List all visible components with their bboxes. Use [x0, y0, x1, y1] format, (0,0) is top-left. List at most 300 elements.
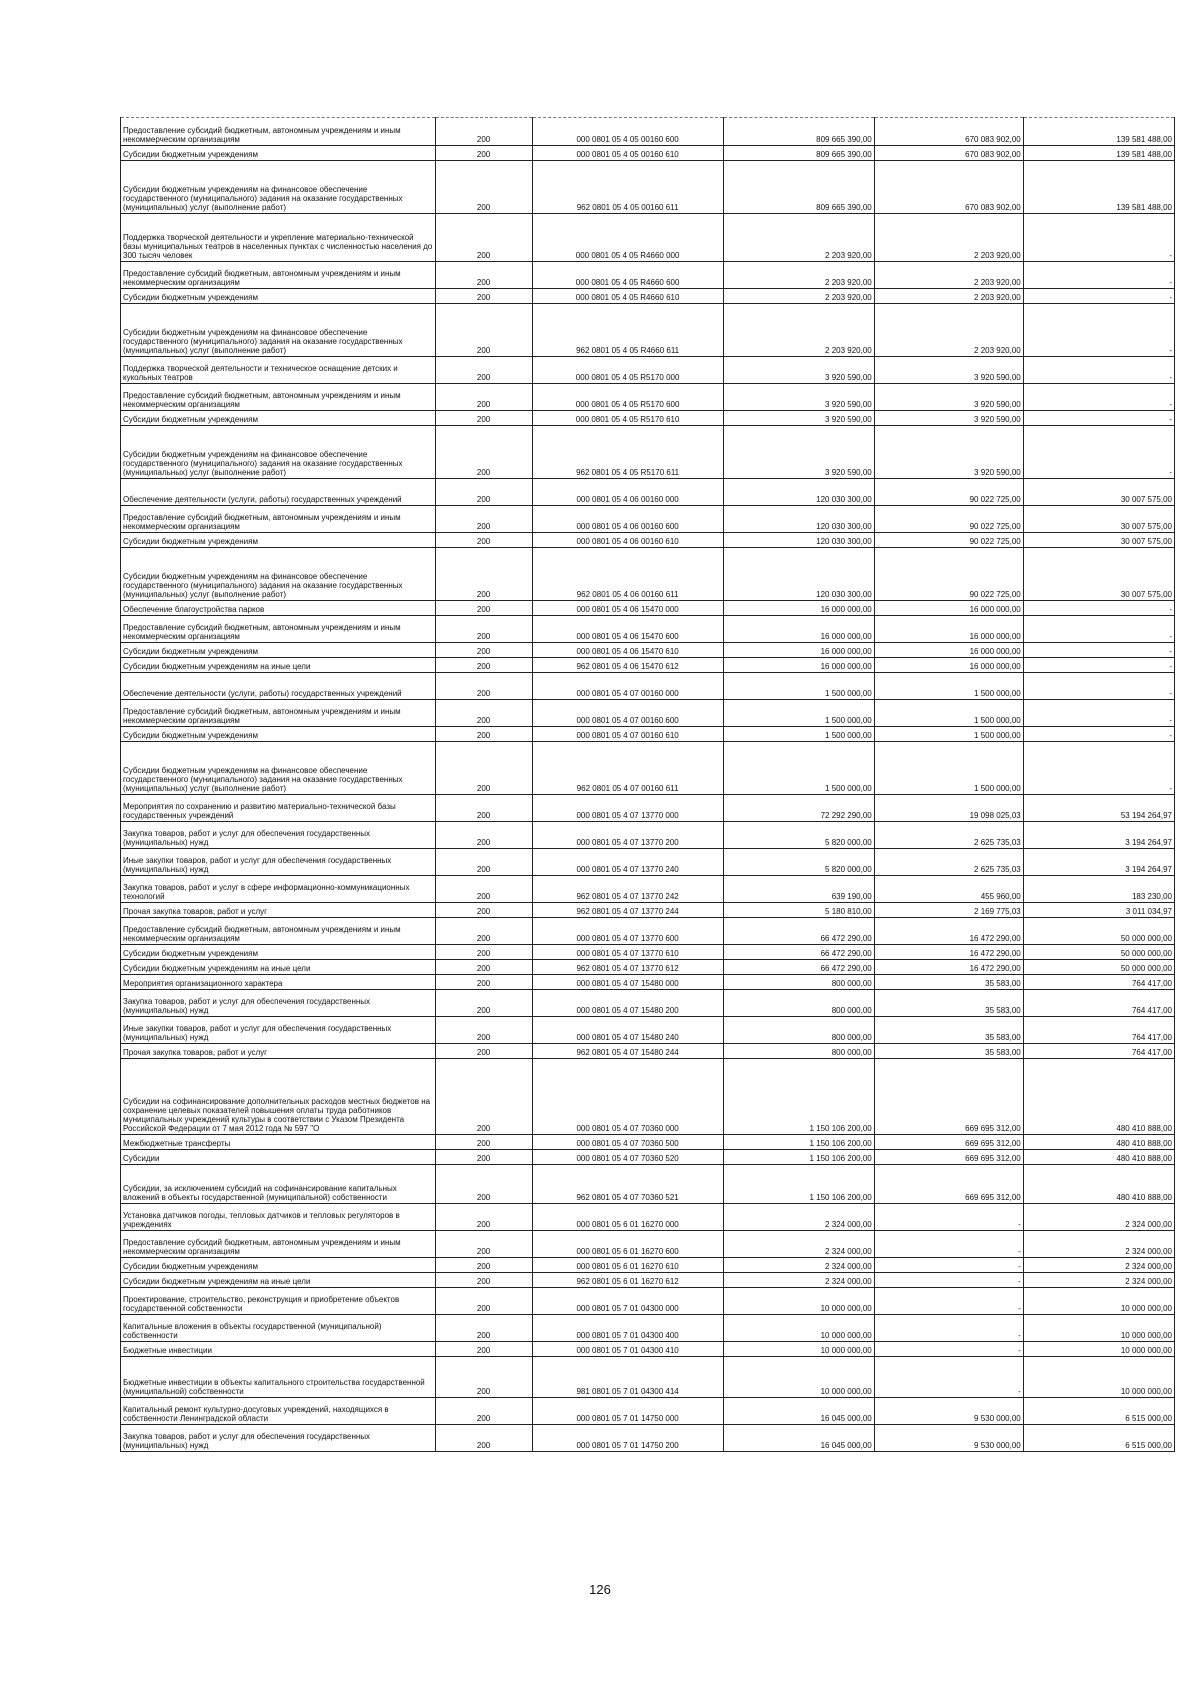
- row-name-cell: Предоставление субсидий бюджетным, автономным учреждениям и иным некоммерческим организациям: [121, 616, 436, 643]
- row-executed-cell: 9 530 000,00: [874, 1398, 1023, 1425]
- table-row: [121, 506, 1175, 533]
- table-row: [121, 1135, 1175, 1150]
- row-name-cell: Субсидии бюджетным учреждениям на финансовое обеспечение государственного (муниципального) задания на оказание государственных (муниципальных) услуг (выполнение работ): [121, 161, 436, 214]
- table-row: [121, 822, 1175, 849]
- table-row: [121, 161, 1175, 214]
- row-approved-cell: 16 000 000,00: [723, 616, 874, 643]
- row-approved-cell: 16 000 000,00: [723, 658, 874, 673]
- row-unexecuted-cell: 30 007 575,00: [1023, 506, 1174, 533]
- row-executed-cell: 16 472 290,00: [874, 918, 1023, 945]
- row-approved-cell: 120 030 300,00: [723, 506, 874, 533]
- row-unexecuted-cell: -: [1023, 262, 1174, 289]
- table-row: [121, 262, 1175, 289]
- row-unexecuted-cell: 2 324 000,00: [1023, 1258, 1174, 1273]
- row-code-cell: 200: [435, 411, 532, 426]
- row-code-cell: 200: [435, 1204, 532, 1231]
- table-row: [121, 1398, 1175, 1425]
- table-row: [121, 548, 1175, 601]
- row-kbk-code-cell: 962 0801 05 4 05 R4660 611: [532, 304, 723, 357]
- row-executed-cell: -: [874, 1315, 1023, 1342]
- table-row: [121, 727, 1175, 742]
- row-unexecuted-cell: -: [1023, 616, 1174, 643]
- row-code-cell: 200: [435, 960, 532, 975]
- row-kbk-code-cell: 000 0801 05 4 07 70360 500: [532, 1135, 723, 1150]
- table-row: [121, 975, 1175, 990]
- row-executed-cell: 1 500 000,00: [874, 673, 1023, 700]
- row-unexecuted-cell: -: [1023, 658, 1174, 673]
- row-approved-cell: 16 000 000,00: [723, 601, 874, 616]
- row-name-cell: Мероприятия организационного характера: [121, 975, 436, 990]
- row-code-cell: 200: [435, 118, 532, 146]
- row-approved-cell: 3 920 590,00: [723, 426, 874, 479]
- row-approved-cell: 66 472 290,00: [723, 918, 874, 945]
- row-unexecuted-cell: 10 000 000,00: [1023, 1342, 1174, 1357]
- row-kbk-code-cell: 962 0801 05 4 05 00160 611: [532, 161, 723, 214]
- row-kbk-code-cell: 000 0801 05 7 01 14750 000: [532, 1398, 723, 1425]
- row-approved-cell: 2 324 000,00: [723, 1258, 874, 1273]
- row-code-cell: 200: [435, 1135, 532, 1150]
- row-name-cell: Закупка товаров, работ и услуг для обеспечения государственных (муниципальных) нужд: [121, 990, 436, 1017]
- row-executed-cell: 16 000 000,00: [874, 616, 1023, 643]
- row-code-cell: 200: [435, 945, 532, 960]
- row-approved-cell: 800 000,00: [723, 990, 874, 1017]
- row-name-cell: Субсидии бюджетным учреждениям на финансовое обеспечение государственного (муниципального) задания на оказание государственных (муниципальных) услуг (выполнение работ): [121, 304, 436, 357]
- row-executed-cell: 3 920 590,00: [874, 411, 1023, 426]
- table-row: [121, 945, 1175, 960]
- row-executed-cell: 2 203 920,00: [874, 289, 1023, 304]
- row-approved-cell: 2 324 000,00: [723, 1231, 874, 1258]
- row-code-cell: 200: [435, 1273, 532, 1288]
- row-executed-cell: 669 695 312,00: [874, 1165, 1023, 1204]
- table-row: [121, 616, 1175, 643]
- row-code-cell: 200: [435, 304, 532, 357]
- row-name-cell: Закупка товаров, работ и услуг для обеспечения государственных (муниципальных) нужд: [121, 822, 436, 849]
- row-approved-cell: 3 920 590,00: [723, 411, 874, 426]
- table-row: [121, 1231, 1175, 1258]
- row-name-cell: Обеспечение деятельности (услуги, работы) государственных учреждений: [121, 479, 436, 506]
- row-name-cell: Субсидии бюджетным учреждениям на финансовое обеспечение государственного (муниципального) задания на оказание государственных (муниципальных) услуг (выполнение работ): [121, 426, 436, 479]
- row-code-cell: 200: [435, 1342, 532, 1357]
- row-kbk-code-cell: 000 0801 05 4 06 00160 600: [532, 506, 723, 533]
- table-row: [121, 1165, 1175, 1204]
- row-kbk-code-cell: 962 0801 05 4 07 00160 611: [532, 742, 723, 795]
- row-executed-cell: 16 000 000,00: [874, 601, 1023, 616]
- row-executed-cell: 16 000 000,00: [874, 643, 1023, 658]
- row-executed-cell: -: [874, 1357, 1023, 1398]
- row-executed-cell: -: [874, 1204, 1023, 1231]
- row-kbk-code-cell: 962 0801 05 4 07 13770 242: [532, 876, 723, 903]
- table-row: [121, 479, 1175, 506]
- row-unexecuted-cell: 30 007 575,00: [1023, 479, 1174, 506]
- row-code-cell: 200: [435, 1425, 532, 1452]
- row-code-cell: 200: [435, 262, 532, 289]
- row-executed-cell: 455 960,00: [874, 876, 1023, 903]
- row-unexecuted-cell: 480 410 888,00: [1023, 1059, 1174, 1135]
- row-approved-cell: 5 820 000,00: [723, 822, 874, 849]
- row-name-cell: Капитальный ремонт культурно-досуговых учреждений, находящихся в собственности Ленинградской области: [121, 1398, 436, 1425]
- row-kbk-code-cell: 962 0801 05 6 01 16270 612: [532, 1273, 723, 1288]
- row-unexecuted-cell: 480 410 888,00: [1023, 1135, 1174, 1150]
- row-code-cell: 200: [435, 975, 532, 990]
- row-kbk-code-cell: 000 0801 05 4 05 R4660 600: [532, 262, 723, 289]
- row-code-cell: 200: [435, 1315, 532, 1342]
- row-kbk-code-cell: 000 0801 05 4 06 00160 000: [532, 479, 723, 506]
- row-name-cell: Субсидии бюджетным учреждениям на иные цели: [121, 1273, 436, 1288]
- row-approved-cell: 1 150 106 200,00: [723, 1165, 874, 1204]
- table-row: [121, 795, 1175, 822]
- row-name-cell: Субсидии, за исключением субсидий на софинансирование капитальных вложений в объекты государственной (муниципальной) собственности: [121, 1165, 436, 1204]
- table-row: [121, 533, 1175, 548]
- row-unexecuted-cell: -: [1023, 742, 1174, 795]
- row-code-cell: 200: [435, 1288, 532, 1315]
- table-row: [121, 1017, 1175, 1044]
- row-name-cell: Субсидии: [121, 1150, 436, 1165]
- row-unexecuted-cell: 764 417,00: [1023, 1017, 1174, 1044]
- row-executed-cell: 9 530 000,00: [874, 1425, 1023, 1452]
- row-code-cell: 200: [435, 1165, 532, 1204]
- row-approved-cell: 639 190,00: [723, 876, 874, 903]
- row-unexecuted-cell: -: [1023, 384, 1174, 411]
- table-row: [121, 1342, 1175, 1357]
- row-executed-cell: 16 472 290,00: [874, 960, 1023, 975]
- row-code-cell: 200: [435, 876, 532, 903]
- row-code-cell: 200: [435, 1044, 532, 1059]
- row-executed-cell: 16 000 000,00: [874, 658, 1023, 673]
- table-row: [121, 700, 1175, 727]
- row-name-cell: Поддержка творческой деятельности и техническое оснащение детских и кукольных театров: [121, 357, 436, 384]
- row-executed-cell: 670 083 902,00: [874, 146, 1023, 161]
- row-name-cell: Субсидии бюджетным учреждениям: [121, 727, 436, 742]
- row-name-cell: Субсидии бюджетным учреждениям: [121, 533, 436, 548]
- row-unexecuted-cell: 183 230,00: [1023, 876, 1174, 903]
- row-unexecuted-cell: 10 000 000,00: [1023, 1315, 1174, 1342]
- row-executed-cell: 35 583,00: [874, 1017, 1023, 1044]
- row-name-cell: Закупка товаров, работ и услуг для обеспечения государственных (муниципальных) нужд: [121, 1425, 436, 1452]
- row-unexecuted-cell: 480 410 888,00: [1023, 1165, 1174, 1204]
- row-code-cell: 200: [435, 161, 532, 214]
- row-approved-cell: 800 000,00: [723, 975, 874, 990]
- row-code-cell: 200: [435, 673, 532, 700]
- table-row: [121, 643, 1175, 658]
- row-name-cell: Бюджетные инвестиции: [121, 1342, 436, 1357]
- row-name-cell: Предоставление субсидий бюджетным, автономным учреждениям и иным некоммерческим организациям: [121, 700, 436, 727]
- row-name-cell: Закупка товаров, работ и услуг в сфере информационно-коммуникационных технологий: [121, 876, 436, 903]
- row-name-cell: Иные закупки товаров, работ и услуг для обеспечения государственных (муниципальных) нужд: [121, 849, 436, 876]
- row-kbk-code-cell: 000 0801 05 4 07 13770 200: [532, 822, 723, 849]
- row-code-cell: 200: [435, 1150, 532, 1165]
- row-unexecuted-cell: 3 011 034,97: [1023, 903, 1174, 918]
- row-executed-cell: -: [874, 1258, 1023, 1273]
- row-unexecuted-cell: -: [1023, 643, 1174, 658]
- table-row: [121, 1425, 1175, 1452]
- row-name-cell: Субсидии бюджетным учреждениям: [121, 411, 436, 426]
- row-approved-cell: 3 920 590,00: [723, 357, 874, 384]
- row-executed-cell: 669 695 312,00: [874, 1135, 1023, 1150]
- row-kbk-code-cell: 000 0801 05 4 07 70360 000: [532, 1059, 723, 1135]
- row-approved-cell: 120 030 300,00: [723, 479, 874, 506]
- table-row: [121, 876, 1175, 903]
- row-kbk-code-cell: 000 0801 05 4 07 13770 000: [532, 795, 723, 822]
- row-unexecuted-cell: 764 417,00: [1023, 975, 1174, 990]
- row-unexecuted-cell: 6 515 000,00: [1023, 1425, 1174, 1452]
- row-code-cell: 200: [435, 533, 532, 548]
- row-approved-cell: 809 665 390,00: [723, 146, 874, 161]
- row-kbk-code-cell: 000 0801 05 4 05 00160 610: [532, 146, 723, 161]
- row-code-cell: 200: [435, 990, 532, 1017]
- row-approved-cell: 1 500 000,00: [723, 742, 874, 795]
- row-kbk-code-cell: 000 0801 05 4 07 13770 600: [532, 918, 723, 945]
- row-unexecuted-cell: 764 417,00: [1023, 1044, 1174, 1059]
- row-name-cell: Предоставление субсидий бюджетным, автономным учреждениям и иным некоммерческим организациям: [121, 1231, 436, 1258]
- row-unexecuted-cell: -: [1023, 601, 1174, 616]
- table-row: [121, 146, 1175, 161]
- row-unexecuted-cell: -: [1023, 411, 1174, 426]
- row-code-cell: 200: [435, 918, 532, 945]
- row-name-cell: Иные закупки товаров, работ и услуг для обеспечения государственных (муниципальных) нужд: [121, 1017, 436, 1044]
- row-executed-cell: 2 203 920,00: [874, 214, 1023, 262]
- table-row: [121, 1288, 1175, 1315]
- row-name-cell: Субсидии бюджетным учреждениям на финансовое обеспечение государственного (муниципального) задания на оказание государственных (муниципальных) услуг (выполнение работ): [121, 548, 436, 601]
- table-row: [121, 903, 1175, 918]
- row-unexecuted-cell: 10 000 000,00: [1023, 1357, 1174, 1398]
- row-approved-cell: 72 292 290,00: [723, 795, 874, 822]
- row-approved-cell: 3 920 590,00: [723, 384, 874, 411]
- row-kbk-code-cell: 962 0801 05 4 07 70360 521: [532, 1165, 723, 1204]
- row-approved-cell: 16 000 000,00: [723, 643, 874, 658]
- row-unexecuted-cell: -: [1023, 214, 1174, 262]
- row-executed-cell: 1 500 000,00: [874, 742, 1023, 795]
- row-code-cell: 200: [435, 146, 532, 161]
- row-code-cell: 200: [435, 384, 532, 411]
- row-executed-cell: 90 022 725,00: [874, 506, 1023, 533]
- row-approved-cell: 10 000 000,00: [723, 1357, 874, 1398]
- row-unexecuted-cell: 139 581 488,00: [1023, 118, 1174, 146]
- row-executed-cell: 3 920 590,00: [874, 384, 1023, 411]
- row-unexecuted-cell: 50 000 000,00: [1023, 960, 1174, 975]
- row-code-cell: 200: [435, 601, 532, 616]
- row-executed-cell: 16 472 290,00: [874, 945, 1023, 960]
- row-approved-cell: 10 000 000,00: [723, 1342, 874, 1357]
- row-executed-cell: -: [874, 1231, 1023, 1258]
- row-executed-cell: 2 203 920,00: [874, 262, 1023, 289]
- row-code-cell: 200: [435, 1017, 532, 1044]
- row-kbk-code-cell: 000 0801 05 4 05 R4660 000: [532, 214, 723, 262]
- row-approved-cell: 16 045 000,00: [723, 1425, 874, 1452]
- row-kbk-code-cell: 962 0801 05 4 07 13770 244: [532, 903, 723, 918]
- row-executed-cell: 90 022 725,00: [874, 533, 1023, 548]
- row-name-cell: Проектирование, строительство, реконструкция и приобретение объектов государственной собственности: [121, 1288, 436, 1315]
- row-kbk-code-cell: 962 0801 05 4 06 00160 611: [532, 548, 723, 601]
- row-name-cell: Субсидии бюджетным учреждениям: [121, 289, 436, 304]
- row-kbk-code-cell: 000 0801 05 4 05 R5170 610: [532, 411, 723, 426]
- row-code-cell: 200: [435, 1231, 532, 1258]
- row-kbk-code-cell: 000 0801 05 4 05 R4660 610: [532, 289, 723, 304]
- row-approved-cell: 2 203 920,00: [723, 262, 874, 289]
- row-approved-cell: 2 203 920,00: [723, 289, 874, 304]
- row-name-cell: Предоставление субсидий бюджетным, автономным учреждениям и иным некоммерческим организациям: [121, 506, 436, 533]
- row-code-cell: 200: [435, 289, 532, 304]
- row-code-cell: 200: [435, 849, 532, 876]
- table-row: [121, 849, 1175, 876]
- row-kbk-code-cell: 000 0801 05 4 07 15480 200: [532, 990, 723, 1017]
- row-code-cell: 200: [435, 357, 532, 384]
- row-executed-cell: -: [874, 1342, 1023, 1357]
- table-row: [121, 673, 1175, 700]
- row-code-cell: 200: [435, 727, 532, 742]
- table-row: [121, 304, 1175, 357]
- row-code-cell: 200: [435, 479, 532, 506]
- row-code-cell: 200: [435, 214, 532, 262]
- row-unexecuted-cell: 10 000 000,00: [1023, 1288, 1174, 1315]
- row-executed-cell: 670 083 902,00: [874, 118, 1023, 146]
- table-row: [121, 1258, 1175, 1273]
- row-approved-cell: 66 472 290,00: [723, 945, 874, 960]
- row-approved-cell: 10 000 000,00: [723, 1315, 874, 1342]
- row-executed-cell: 2 625 735,03: [874, 849, 1023, 876]
- row-name-cell: Установка датчиков погоды, тепловых датчиков и тепловых регуляторов в учреждениях: [121, 1204, 436, 1231]
- row-name-cell: Субсидии бюджетным учреждениям: [121, 945, 436, 960]
- row-code-cell: 200: [435, 548, 532, 601]
- row-kbk-code-cell: 000 0801 05 4 07 00160 000: [532, 673, 723, 700]
- row-name-cell: Субсидии на софинансирование дополнительных расходов местных бюджетов на сохранение целевых показателей повышения оплаты труда работников муниципальных учреждений культуры в соответствии с Указом Президента Российской Федерации от 7 мая 2012 года № 597 "О: [121, 1059, 436, 1135]
- row-kbk-code-cell: 981 0801 05 7 01 04300 414: [532, 1357, 723, 1398]
- page-number: 126: [589, 1582, 611, 1597]
- row-executed-cell: 670 083 902,00: [874, 161, 1023, 214]
- row-executed-cell: 1 500 000,00: [874, 727, 1023, 742]
- row-code-cell: 200: [435, 1398, 532, 1425]
- row-kbk-code-cell: 000 0801 05 4 06 15470 610: [532, 643, 723, 658]
- row-unexecuted-cell: 2 324 000,00: [1023, 1231, 1174, 1258]
- row-approved-cell: 120 030 300,00: [723, 533, 874, 548]
- row-executed-cell: 669 695 312,00: [874, 1059, 1023, 1135]
- row-unexecuted-cell: 3 194 264,97: [1023, 849, 1174, 876]
- row-name-cell: Бюджетные инвестиции в объекты капитального строительства государственной (муниципальной) собственности: [121, 1357, 436, 1398]
- row-unexecuted-cell: 139 581 488,00: [1023, 161, 1174, 214]
- row-kbk-code-cell: 000 0801 05 6 01 16270 610: [532, 1258, 723, 1273]
- row-code-cell: 200: [435, 742, 532, 795]
- row-approved-cell: 1 500 000,00: [723, 673, 874, 700]
- row-name-cell: Предоставление субсидий бюджетным, автономным учреждениям и иным некоммерческим организациям: [121, 384, 436, 411]
- row-name-cell: Прочая закупка товаров, работ и услуг: [121, 903, 436, 918]
- row-name-cell: Обеспечение благоустройства парков: [121, 601, 436, 616]
- row-name-cell: Обеспечение деятельности (услуги, работы) государственных учреждений: [121, 673, 436, 700]
- row-approved-cell: 2 203 920,00: [723, 214, 874, 262]
- row-executed-cell: -: [874, 1273, 1023, 1288]
- table-row: [121, 990, 1175, 1017]
- row-approved-cell: 120 030 300,00: [723, 548, 874, 601]
- table-row: [121, 601, 1175, 616]
- row-approved-cell: 2 203 920,00: [723, 304, 874, 357]
- row-unexecuted-cell: -: [1023, 727, 1174, 742]
- row-unexecuted-cell: 764 417,00: [1023, 990, 1174, 1017]
- row-kbk-code-cell: 000 0801 05 4 05 R5170 600: [532, 384, 723, 411]
- row-unexecuted-cell: -: [1023, 357, 1174, 384]
- row-name-cell: Субсидии бюджетным учреждениям на иные цели: [121, 658, 436, 673]
- row-code-cell: 200: [435, 822, 532, 849]
- row-kbk-code-cell: 000 0801 05 4 07 15480 240: [532, 1017, 723, 1044]
- row-name-cell: Капитальные вложения в объекты государственной (муниципальной) собственности: [121, 1315, 436, 1342]
- row-executed-cell: 1 500 000,00: [874, 700, 1023, 727]
- row-unexecuted-cell: 139 581 488,00: [1023, 146, 1174, 161]
- row-executed-cell: 2 203 920,00: [874, 304, 1023, 357]
- row-code-cell: 200: [435, 1357, 532, 1398]
- table-body: [121, 118, 1175, 1452]
- row-approved-cell: 16 045 000,00: [723, 1398, 874, 1425]
- row-kbk-code-cell: 000 0801 05 4 05 00160 600: [532, 118, 723, 146]
- row-approved-cell: 10 000 000,00: [723, 1288, 874, 1315]
- row-approved-cell: 1 150 106 200,00: [723, 1150, 874, 1165]
- row-kbk-code-cell: 000 0801 05 4 06 15470 000: [532, 601, 723, 616]
- table-row: [121, 658, 1175, 673]
- row-approved-cell: 1 500 000,00: [723, 700, 874, 727]
- row-approved-cell: 5 820 000,00: [723, 849, 874, 876]
- row-unexecuted-cell: -: [1023, 304, 1174, 357]
- row-name-cell: Субсидии бюджетным учреждениям на финансовое обеспечение государственного (муниципального) задания на оказание государственных (муниципальных) услуг (выполнение работ): [121, 742, 436, 795]
- row-approved-cell: 800 000,00: [723, 1044, 874, 1059]
- row-unexecuted-cell: 6 515 000,00: [1023, 1398, 1174, 1425]
- row-executed-cell: 35 583,00: [874, 1044, 1023, 1059]
- row-executed-cell: 3 920 590,00: [874, 357, 1023, 384]
- table-row: [121, 1204, 1175, 1231]
- row-code-cell: 200: [435, 616, 532, 643]
- row-executed-cell: 19 098 025,03: [874, 795, 1023, 822]
- row-unexecuted-cell: 2 324 000,00: [1023, 1273, 1174, 1288]
- row-name-cell: Предоставление субсидий бюджетным, автономным учреждениям и иным некоммерческим организациям: [121, 118, 436, 146]
- row-unexecuted-cell: -: [1023, 289, 1174, 304]
- row-kbk-code-cell: 000 0801 05 4 06 15470 600: [532, 616, 723, 643]
- table-row: [121, 1273, 1175, 1288]
- table-row: [121, 1059, 1175, 1135]
- row-unexecuted-cell: 2 324 000,00: [1023, 1204, 1174, 1231]
- table-row: [121, 426, 1175, 479]
- row-executed-cell: -: [874, 1288, 1023, 1315]
- row-kbk-code-cell: 000 0801 05 6 01 16270 000: [532, 1204, 723, 1231]
- row-kbk-code-cell: 000 0801 05 7 01 04300 400: [532, 1315, 723, 1342]
- row-kbk-code-cell: 000 0801 05 6 01 16270 600: [532, 1231, 723, 1258]
- row-executed-cell: 90 022 725,00: [874, 548, 1023, 601]
- table-row: [121, 918, 1175, 945]
- row-unexecuted-cell: -: [1023, 426, 1174, 479]
- row-approved-cell: 2 324 000,00: [723, 1273, 874, 1288]
- row-approved-cell: 809 665 390,00: [723, 161, 874, 214]
- row-kbk-code-cell: 000 0801 05 4 07 70360 520: [532, 1150, 723, 1165]
- row-name-cell: Предоставление субсидий бюджетным, автономным учреждениям и иным некоммерческим организациям: [121, 262, 436, 289]
- row-approved-cell: 1 500 000,00: [723, 727, 874, 742]
- row-executed-cell: 2 169 775,03: [874, 903, 1023, 918]
- row-approved-cell: 800 000,00: [723, 1017, 874, 1044]
- row-kbk-code-cell: 000 0801 05 7 01 14750 200: [532, 1425, 723, 1452]
- table-row: [121, 214, 1175, 262]
- row-name-cell: Мероприятия по сохранению и развитию материально-технической базы государственных учреждений: [121, 795, 436, 822]
- row-unexecuted-cell: 480 410 888,00: [1023, 1150, 1174, 1165]
- row-approved-cell: 66 472 290,00: [723, 960, 874, 975]
- row-kbk-code-cell: 000 0801 05 7 01 04300 000: [532, 1288, 723, 1315]
- row-kbk-code-cell: 000 0801 05 4 07 00160 600: [532, 700, 723, 727]
- row-kbk-code-cell: 000 0801 05 7 01 04300 410: [532, 1342, 723, 1357]
- table-row: [121, 1044, 1175, 1059]
- row-approved-cell: 1 150 106 200,00: [723, 1135, 874, 1150]
- row-approved-cell: 5 180 810,00: [723, 903, 874, 918]
- row-unexecuted-cell: 30 007 575,00: [1023, 548, 1174, 601]
- row-executed-cell: 3 920 590,00: [874, 426, 1023, 479]
- table-row: [121, 357, 1175, 384]
- row-unexecuted-cell: 50 000 000,00: [1023, 945, 1174, 960]
- row-executed-cell: 669 695 312,00: [874, 1150, 1023, 1165]
- row-approved-cell: 2 324 000,00: [723, 1204, 874, 1231]
- row-kbk-code-cell: 962 0801 05 4 07 13770 612: [532, 960, 723, 975]
- row-kbk-code-cell: 000 0801 05 4 07 15480 000: [532, 975, 723, 990]
- table-row: [121, 384, 1175, 411]
